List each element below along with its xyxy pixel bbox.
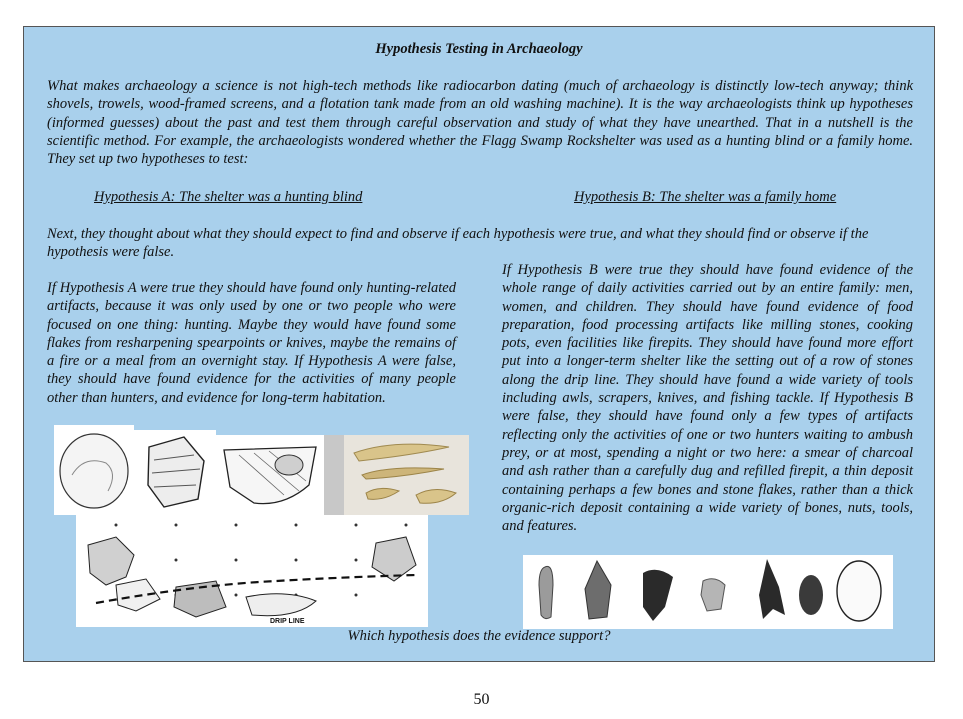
site-map-image	[76, 515, 428, 627]
artifact-drawings-image	[54, 425, 469, 515]
hypothesis-a: Hypothesis A: The shelter was a hunting blind	[94, 189, 363, 205]
hypothesis-b-paragraph: If Hypothesis B were true they should have found evidence of the whole range of daily activities carried out by an entire family: men, women, and children. They should have found evidence of food preparation, food processing artifacts like milling stones, cooking pots, even facilities like firepits. They should have found more effort put into a longer-term shelter like the setting out of a row of stones along the drip line. They should have found a wide variety of tools including awls, scrapers, knives, and fishing tackle. If Hypothesis B were false, they should have found only a few types of artifacts reflecting only the activities of one or two hunters waiting to ambush prey, or at most, spending a night or two here: a smear of charcoal and ash rather than a carefully dug and refilled firepit, a thin deposit containing perhaps a few bones and stone flakes, rather than a thick organic-rich deposit containing a wide variety of bones, nuts, tools, and features.	[502, 262, 913, 535]
hypothesis-a-paragraph: If Hypothesis A were true they should have found only hunting-related artifacts, because it was only used by one or two people who were focused on one thing: hunting. Maybe they would have found some flakes from resharpening spearpoints or knives, maybe the remains of a fire or a meal from an overnight stay. If Hypothesis A were false, they should have found evidence for the activities of many people other than hunters, and evidence for long-term habitation.	[47, 280, 456, 406]
page-number: 50	[473, 691, 490, 708]
closing-question: Which hypothesis does the evidence support?	[347, 628, 611, 644]
box-title: Hypothesis Testing in Archaeology	[375, 41, 583, 57]
drip-line-label: DRIP LINE	[270, 618, 305, 625]
sidebar-box	[23, 26, 935, 662]
next-paragraph: Next, they thought about what they should expect to find and observe if each hypothesis were true, and what they should find or observe if the hypothesis were false.	[47, 226, 869, 261]
stone-tools-image	[523, 555, 893, 629]
intro-paragraph: What makes archaeology a science is not high-tech methods like radiocarbon dating (much of archaeology is distinctly low-tech anyway; think shovels, trowels, wood-framed screens, and a flotation tank made from an old washing machine). It is the way archaeologists think up hypotheses (informed guesses) about the past and test them through careful observation and study of what they have unearthed. That in a nutshell is the scientific method. For example, the archaeologists wondered whether the Flagg Swamp Rockshelter was used as a hunting blind or a family home. They set up two hypotheses to test:	[47, 78, 913, 168]
hypothesis-b: Hypothesis B: The shelter was a family home	[574, 189, 837, 205]
